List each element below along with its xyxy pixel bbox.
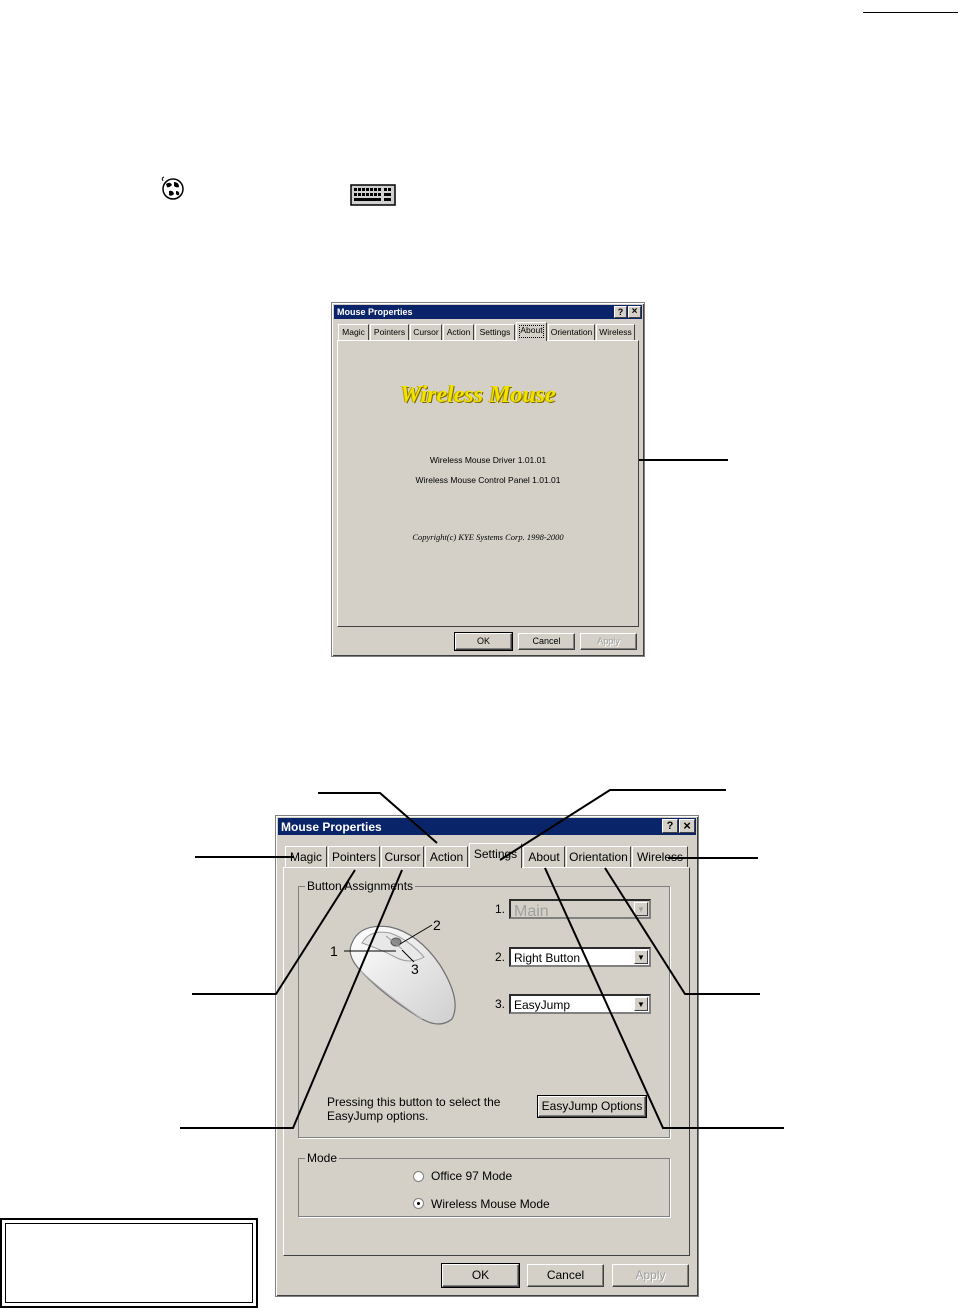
assignment-number: 1. <box>495 902 506 916</box>
tab-action[interactable]: Action <box>425 846 468 867</box>
assignment-number: 3. <box>495 997 506 1011</box>
callout-3: 3 <box>411 961 419 977</box>
tab-cursor[interactable]: Cursor <box>381 846 424 867</box>
tab-pointers[interactable]: Pointers <box>370 324 409 340</box>
tab-wireless[interactable]: Wireless <box>632 846 688 867</box>
help-button[interactable]: ? <box>662 819 678 833</box>
hint-line: Pressing this button to select the <box>327 1095 501 1109</box>
close-button[interactable]: × <box>679 819 695 833</box>
office97-label[interactable]: Office 97 Mode <box>431 1169 513 1183</box>
callout-1: 1 <box>330 943 338 959</box>
tab-orientation[interactable]: Orientation <box>548 324 595 340</box>
tab-magic[interactable]: Magic <box>285 846 327 867</box>
dialog-title: Mouse Properties <box>337 307 413 317</box>
chevron-down-icon: ▼ <box>634 902 648 916</box>
tab-magic[interactable]: Magic <box>338 324 369 340</box>
close-button[interactable]: × <box>628 306 641 318</box>
select-value: Main <box>514 903 549 920</box>
dialog-title: Mouse Properties <box>281 819 382 834</box>
help-button[interactable]: ? <box>614 306 627 318</box>
tab-orientation[interactable]: Orientation <box>566 846 631 867</box>
cancel-button[interactable]: Cancel <box>518 633 575 650</box>
hint-line: EasyJump options. <box>327 1109 429 1123</box>
tab-wireless[interactable]: Wireless <box>596 324 635 340</box>
driver-version: Wireless Mouse Driver 1.01.01 <box>429 455 547 465</box>
group-label: Button Assignments <box>307 879 414 893</box>
tab-settings[interactable]: Settings <box>469 843 522 868</box>
product-logo: Wireless Mouse <box>400 382 556 408</box>
cancel-button[interactable]: Cancel <box>527 1264 604 1287</box>
tab-action[interactable]: Action <box>443 324 474 340</box>
control-panel-version: Wireless Mouse Control Panel 1.01.01 <box>415 475 561 485</box>
group-label: Mode <box>307 1151 338 1165</box>
tab-about[interactable]: About <box>523 846 565 867</box>
ok-button[interactable]: OK <box>442 1264 519 1287</box>
tab-about[interactable]: About <box>516 322 547 341</box>
ok-button[interactable]: OK <box>455 633 512 650</box>
select-value: EasyJump <box>514 998 571 1012</box>
assignment-number: 2. <box>495 950 506 964</box>
callout-2: 2 <box>433 917 441 933</box>
tab-pointers[interactable]: Pointers <box>328 846 380 867</box>
easyjump-options-button[interactable]: EasyJump Options <box>538 1096 646 1117</box>
apply-button[interactable]: Apply <box>612 1264 689 1287</box>
chevron-down-icon: ▼ <box>634 950 648 964</box>
apply-button[interactable]: Apply <box>580 633 637 650</box>
tab-cursor[interactable]: Cursor <box>410 324 442 340</box>
select-value: Right Button <box>514 951 581 965</box>
tab-settings[interactable]: Settings <box>475 324 515 340</box>
wireless-mode-label[interactable]: Wireless Mouse Mode <box>431 1197 550 1211</box>
copyright-text: Copyright(c) KYE Systems Corp. 1998-2000 <box>412 532 564 542</box>
chevron-down-icon: ▼ <box>634 997 648 1011</box>
